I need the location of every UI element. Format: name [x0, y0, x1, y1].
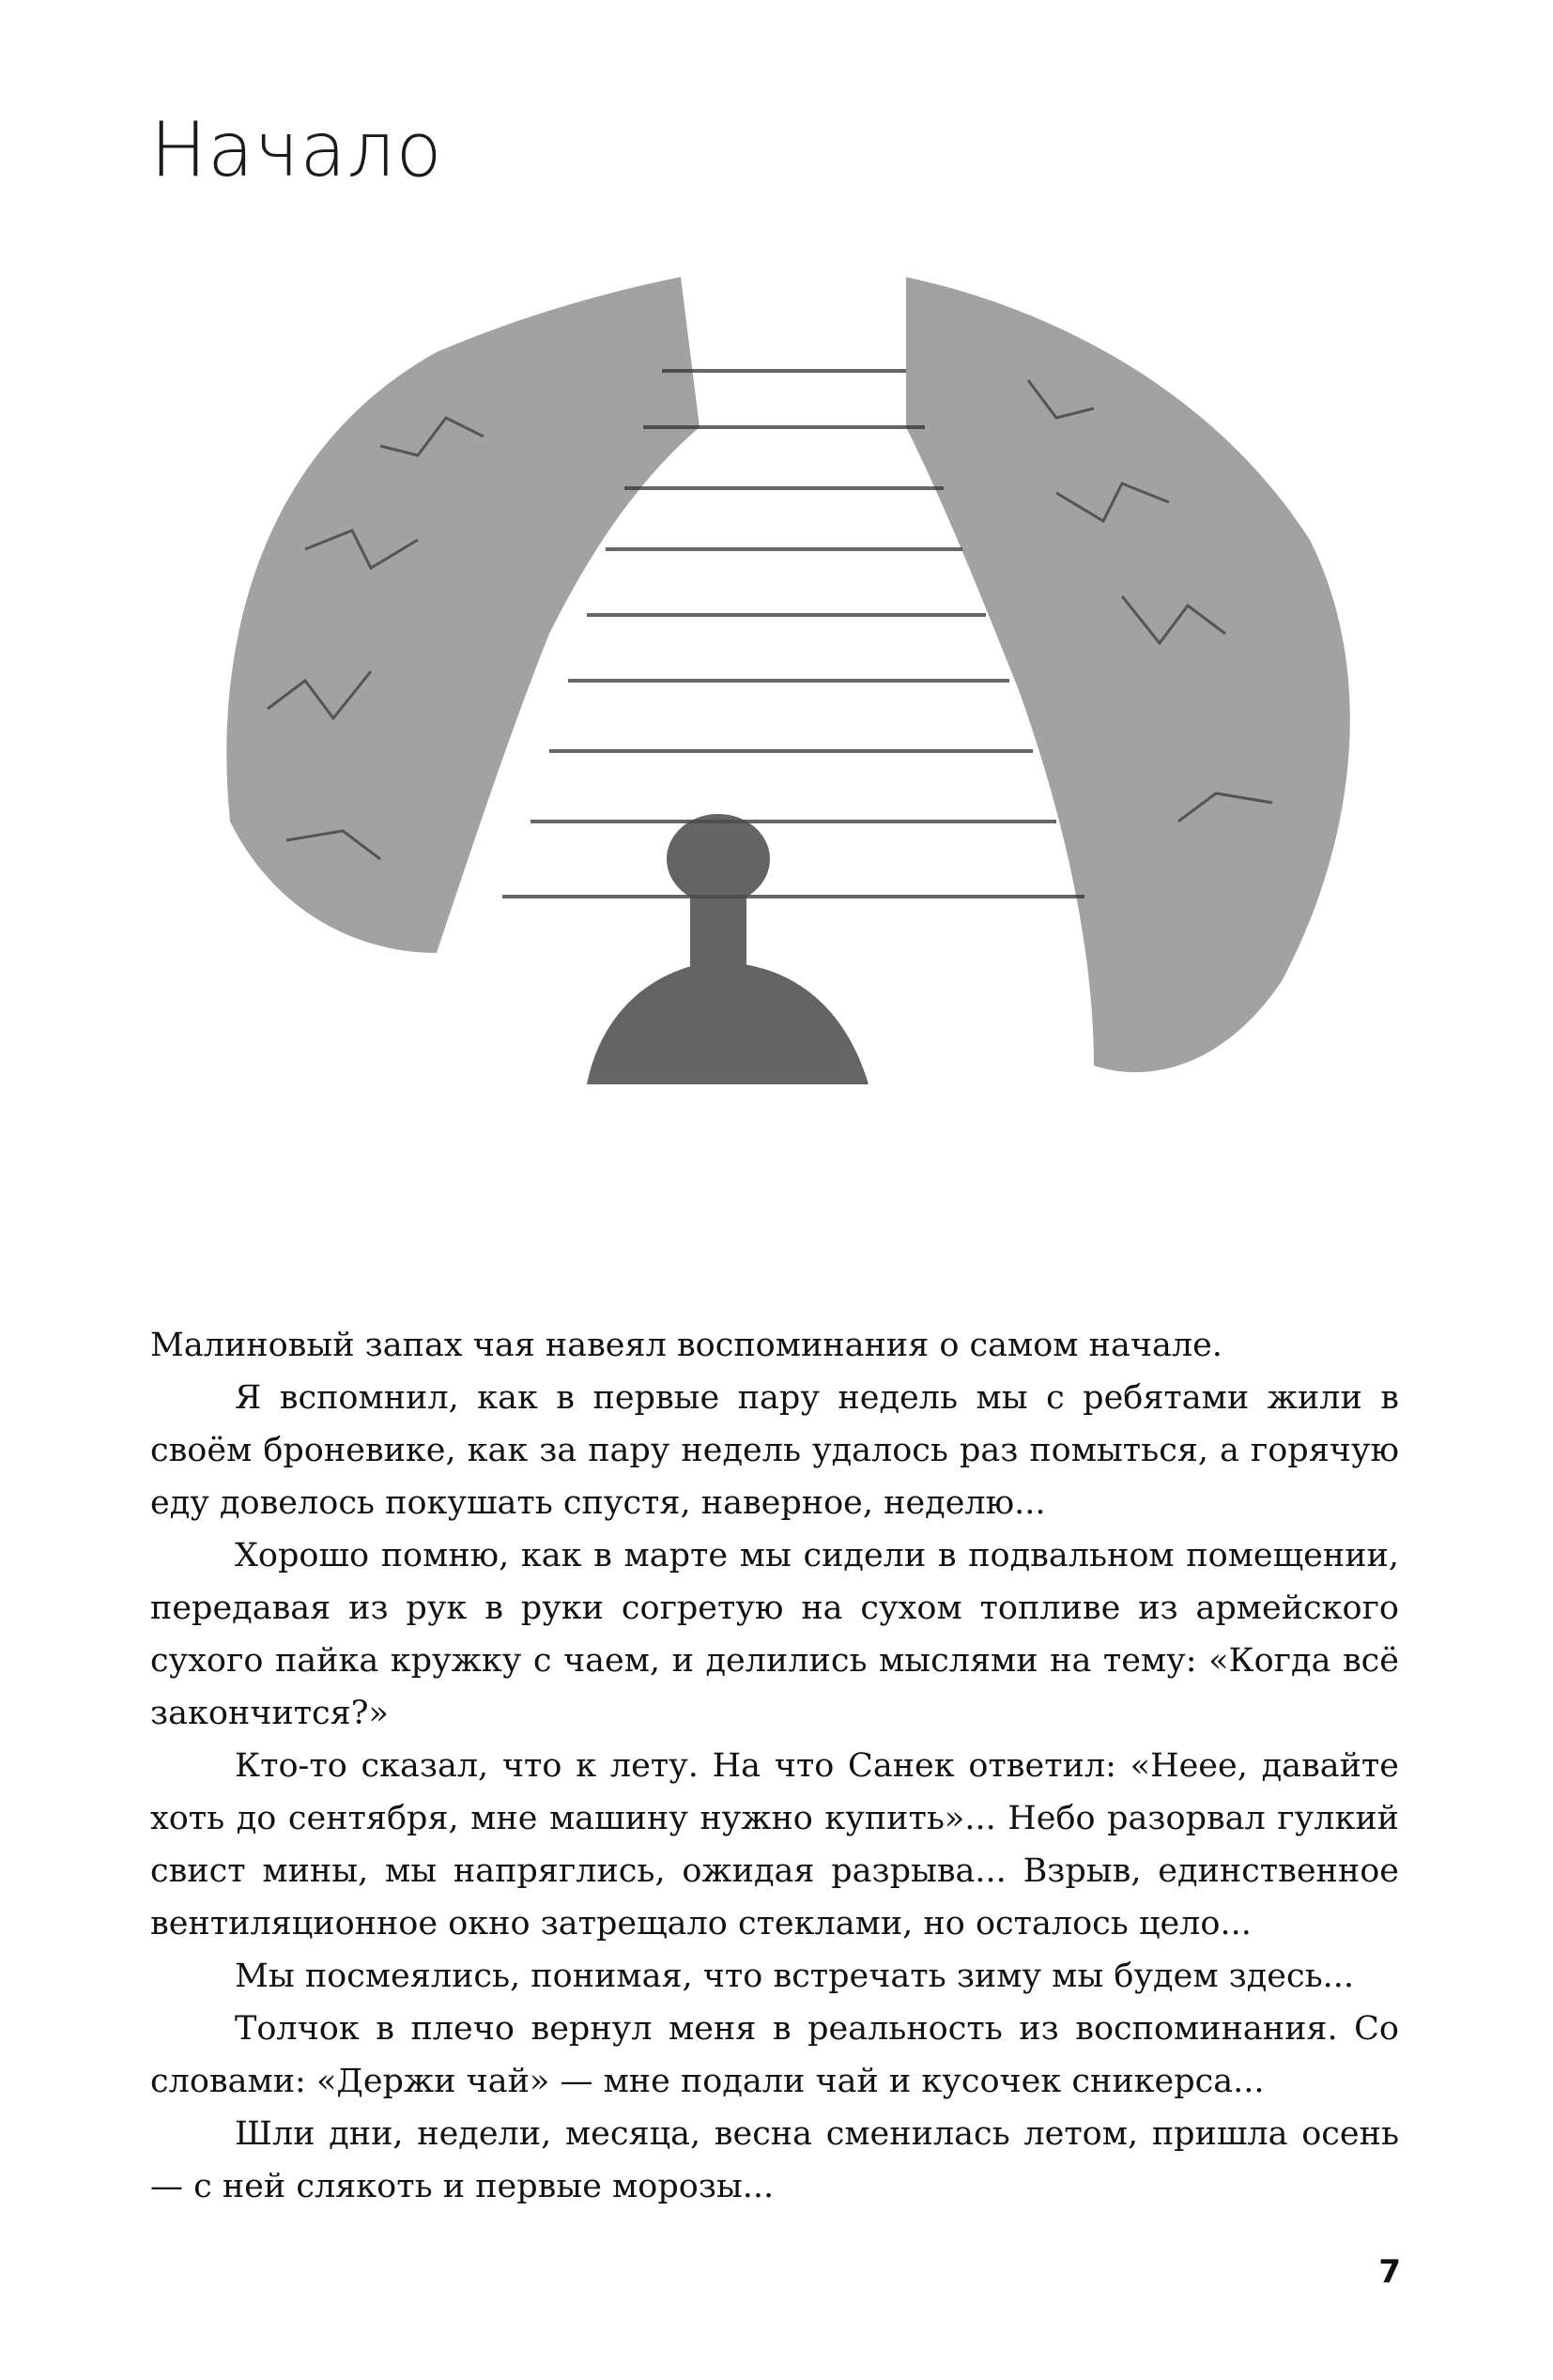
body-text [150, 1319, 1399, 2213]
paragraph: Мы посмеялись, понимая, что встречать зиму мы будем здесь... [235, 1958, 1355, 1995]
staircase-illustration [192, 239, 1413, 1272]
paragraph: Хорошо помню, как в марте мы сидели в подвальном помещении, передавая из рук в руки согретую на сухом топливе из армейского сухого пайка кружку с чаем, и делились мыслями на тему: «Когда всё закончится?» [150, 1537, 1399, 1732]
paragraph: Кто-то сказал, что к лету. На что Санек ответил: «Нееe, давайте хоть до сентября, мне машину нужно купить»... Небо разорвал гулкий свист мины, мы напряглись, ожидая разрыва... Взрыв, единственное вентиляционное окно затрещало стеклами, но осталось цело... [150, 1747, 1399, 1942]
paragraph: Малиновый запах чая навеял воспоминания о самом начале. [150, 1327, 1222, 1364]
paragraph: Толчок в плечо вернул меня в реальность из воспоминания. Со словами: «Держи чай» — мне подали чай и кусочек сникерса... [150, 2010, 1399, 2100]
paragraph: Я вспомнил, как в первые пару недель мы с ребятами жили в своём броневике, как за пару недель удалось раз помыться, а горячую еду довелось покушать спустя, наверное, неделю... [150, 1379, 1399, 1522]
paragraph: Шли дни, недели, месяца, весна сменилась летом, пришла осень — с ней слякоть и первые морозы... [150, 2115, 1399, 2205]
chapter-title: Начало [150, 106, 443, 193]
page-number: 7 [1378, 2253, 1401, 2291]
